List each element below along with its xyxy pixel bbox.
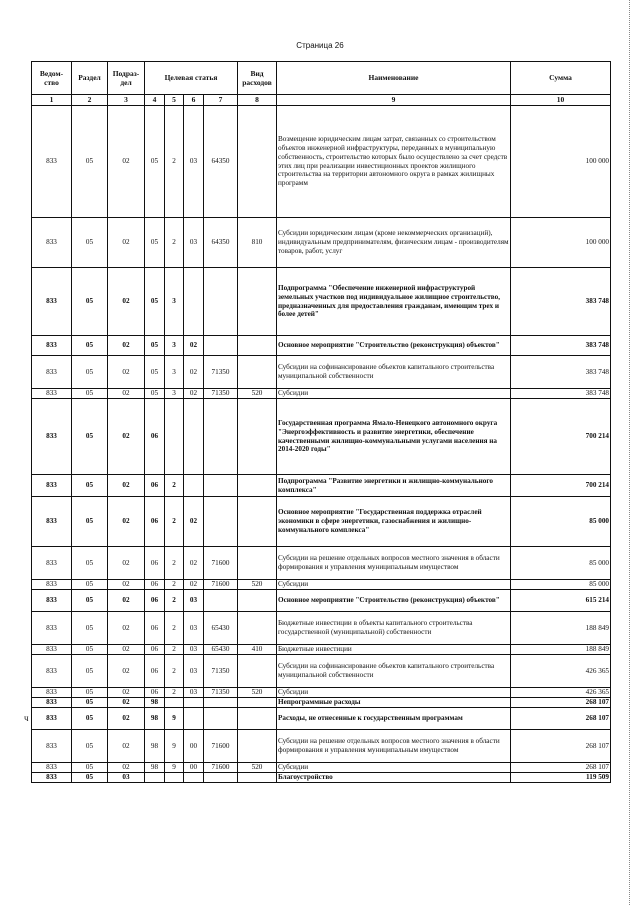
subprogram-cell: 9 [165,708,184,730]
subprogram-cell: 3 [165,389,184,399]
razdel-cell: 05 [72,336,108,356]
table-row [32,730,611,763]
direction-cell [204,336,238,356]
direction-cell [204,590,238,612]
header-razdel: Раздел [72,62,108,95]
direction-cell: 71600 [204,730,238,763]
vid-cell [238,612,277,645]
podrazdel-cell: 02 [108,580,145,590]
subprogram-cell: 2 [165,590,184,612]
sum-cell: 85 000 [511,497,611,547]
vid-cell [238,730,277,763]
razdel-cell: 05 [72,106,108,218]
sum-cell: 426 365 [511,688,611,698]
program-cell: 05 [145,106,165,218]
event-cell: 03 [184,645,204,655]
direction-cell: 71600 [204,547,238,580]
vid-cell [238,268,277,336]
header-summa: Сумма [511,62,611,95]
sum-cell: 426 365 [511,655,611,688]
razdel-cell: 05 [72,708,108,730]
table-row [32,399,611,475]
sum-cell: 188 849 [511,612,611,645]
name-cell: Субсидии юридическим лицам (кроме некоммерческих организаций), индивидуальным предпринимателям, физическим лицам - производителям товаров, работ, услуг [277,218,511,268]
table-row [32,590,611,612]
header-naimenovanie: Наименование [277,62,511,95]
event-cell: 03 [184,218,204,268]
event-cell: 02 [184,580,204,590]
event-cell [184,698,204,708]
sum-cell: 383 748 [511,268,611,336]
podrazdel-cell: 02 [108,688,145,698]
subprogram-cell: 2 [165,106,184,218]
podrazdel-cell: 02 [108,475,145,497]
vid-cell [238,590,277,612]
sum-cell: 268 107 [511,698,611,708]
table-body [32,106,611,783]
subprogram-cell: 2 [165,475,184,497]
vedomstvo-cell: 833 [32,336,72,356]
vedomstvo-cell: 833 [32,497,72,547]
program-cell: 06 [145,497,165,547]
direction-cell [204,708,238,730]
direction-cell [204,497,238,547]
vid-cell [238,497,277,547]
subprogram-cell: 2 [165,645,184,655]
table-row [32,475,611,497]
sum-cell: 268 107 [511,708,611,730]
name-cell: Подпрограмма "Обеспечение инженерной инфраструктурой земельных участков под индивидуальное жилищное строительство, предназначенных для предоставления гражданам, имеющим трех и более детей" [277,268,511,336]
sum-cell: 383 748 [511,389,611,399]
vedomstvo-cell: 833 [32,106,72,218]
vedomstvo-cell: 833 [32,580,72,590]
podrazdel-cell: 02 [108,268,145,336]
subprogram-cell: 2 [165,688,184,698]
program-cell: 06 [145,547,165,580]
vedomstvo-cell: 833 [32,612,72,645]
sum-cell: 383 748 [511,336,611,356]
program-cell: 06 [145,655,165,688]
razdel-cell: 05 [72,399,108,475]
name-cell: Субсидии [277,389,511,399]
direction-cell [204,698,238,708]
vedomstvo-cell: 833 [32,218,72,268]
column-number: 5 [165,95,184,106]
vedomstvo-cell: 833 [32,708,72,730]
table-row [32,773,611,783]
name-cell: Основное мероприятие "Строительство (реконструкция) объектов" [277,590,511,612]
header-vedomstvo: Ведом-ство [32,62,72,95]
podrazdel-cell: 02 [108,497,145,547]
sum-cell: 85 000 [511,580,611,590]
header-celevaya-statya: Целевая статья [145,62,238,95]
name-cell: Благоустройство [277,773,511,783]
podrazdel-cell: 02 [108,763,145,773]
vedomstvo-cell: 833 [32,389,72,399]
event-cell: 03 [184,106,204,218]
name-cell: Бюджетные инвестиции [277,645,511,655]
podrazdel-cell: 02 [108,336,145,356]
razdel-cell: 05 [72,763,108,773]
sum-cell: 188 849 [511,645,611,655]
program-cell: 98 [145,698,165,708]
vid-cell [238,655,277,688]
scan-mark: ч [24,713,29,723]
name-cell: Основное мероприятие "Государственная поддержка отраслей экономики в сфере энергетики, газоснабжения и жилищно-коммунального комплекса" [277,497,511,547]
podrazdel-cell: 02 [108,698,145,708]
direction-cell: 71350 [204,688,238,698]
sum-cell: 383 748 [511,356,611,389]
subprogram-cell: 2 [165,655,184,688]
name-cell: Возмещение юридическим лицам затрат, связанных со строительством объектов инженерной инфраструктуры, переданных в муниципальную собственность, строительство которых было осуществлено за счет средств этих лиц при реализации инвестиционных проектов жилищного строительства на территории автономного округа в рамках жилищных программ [277,106,511,218]
table-row [32,645,611,655]
event-cell: 02 [184,547,204,580]
table-row [32,547,611,580]
table-row [32,688,611,698]
subprogram-cell: 3 [165,268,184,336]
podrazdel-cell: 02 [108,356,145,389]
subprogram-cell: 9 [165,763,184,773]
vid-cell [238,106,277,218]
subprogram-cell: 2 [165,218,184,268]
table-row [32,356,611,389]
vedomstvo-cell: 833 [32,547,72,580]
podrazdel-cell: 02 [108,708,145,730]
name-cell: Субсидии [277,688,511,698]
column-number: 9 [277,95,511,106]
podrazdel-cell: 02 [108,730,145,763]
column-number: 8 [238,95,277,106]
podrazdel-cell: 02 [108,612,145,645]
vedomstvo-cell: 833 [32,399,72,475]
subprogram-cell [165,399,184,475]
event-cell: 03 [184,688,204,698]
event-cell: 03 [184,655,204,688]
subprogram-cell: 3 [165,356,184,389]
program-cell: 05 [145,356,165,389]
vedomstvo-cell: 833 [32,590,72,612]
subprogram-cell: 2 [165,547,184,580]
program-cell [145,773,165,783]
vid-cell: 520 [238,580,277,590]
program-cell: 05 [145,268,165,336]
podrazdel-cell: 02 [108,590,145,612]
program-cell: 98 [145,730,165,763]
scan-edge-line [629,0,632,905]
column-number: 10 [511,95,611,106]
column-number: 1 [32,95,72,106]
program-cell: 06 [145,399,165,475]
direction-cell: 65430 [204,612,238,645]
direction-cell [204,773,238,783]
razdel-cell: 05 [72,218,108,268]
direction-cell: 71350 [204,655,238,688]
subprogram-cell [165,773,184,783]
table-row [32,218,611,268]
event-cell [184,773,204,783]
name-cell: Государственная программа Ямало-Ненецкого автономного округа "Энергоэффективность и развитие энергетики, обеспечение качественными жилищно-коммунальными услугами населения на 2014-2020 годы" [277,399,511,475]
subprogram-cell: 3 [165,336,184,356]
sum-cell: 100 000 [511,218,611,268]
name-cell: Субсидии [277,580,511,590]
subprogram-cell: 2 [165,612,184,645]
name-cell: Подпрограмма "Развитие энергетики и жилищно-коммунального комплекса" [277,475,511,497]
razdel-cell: 05 [72,475,108,497]
vid-cell [238,547,277,580]
table-row [32,698,611,708]
table-row [32,580,611,590]
table-row [32,106,611,218]
program-cell: 06 [145,475,165,497]
direction-cell: 65430 [204,645,238,655]
vedomstvo-cell: 833 [32,645,72,655]
vedomstvo-cell: 833 [32,730,72,763]
razdel-cell: 05 [72,645,108,655]
razdel-cell: 05 [72,580,108,590]
podrazdel-cell: 02 [108,389,145,399]
razdel-cell: 05 [72,773,108,783]
vid-cell [238,399,277,475]
direction-cell: 71350 [204,356,238,389]
header-podrazdel: Подраз-дел [108,62,145,95]
program-cell: 06 [145,688,165,698]
name-cell: Бюджетные инвестиции в объекты капитального строительства государственной (муниципальной) собственности [277,612,511,645]
event-cell [184,475,204,497]
sum-cell: 615 214 [511,590,611,612]
subprogram-cell: 2 [165,497,184,547]
name-cell: Основное мероприятие "Строительство (реконструкция) объектов" [277,336,511,356]
event-cell: 02 [184,336,204,356]
program-cell: 05 [145,336,165,356]
razdel-cell: 05 [72,612,108,645]
column-number: 4 [145,95,165,106]
header-row [32,62,611,95]
column-number-row [32,95,611,106]
direction-cell [204,268,238,336]
direction-cell: 71600 [204,580,238,590]
vid-cell [238,698,277,708]
program-cell: 05 [145,389,165,399]
vid-cell: 810 [238,218,277,268]
vedomstvo-cell: 833 [32,475,72,497]
sum-cell: 119 509 [511,773,611,783]
column-number: 3 [108,95,145,106]
vedomstvo-cell: 833 [32,698,72,708]
vedomstvo-cell: 833 [32,356,72,389]
program-cell: 06 [145,590,165,612]
name-cell: Субсидии на софинансирование объектов капитального строительства муниципальной собственности [277,356,511,389]
vid-cell [238,356,277,389]
vid-cell [238,475,277,497]
podrazdel-cell: 02 [108,645,145,655]
program-cell: 98 [145,708,165,730]
sum-cell: 100 000 [511,106,611,218]
name-cell: Расходы, не отнесенные к государственным программам [277,708,511,730]
razdel-cell: 05 [72,698,108,708]
table-row [32,336,611,356]
vedomstvo-cell: 833 [32,655,72,688]
event-cell: 03 [184,590,204,612]
vedomstvo-cell: 833 [32,773,72,783]
event-cell: 02 [184,389,204,399]
sum-cell: 85 000 [511,547,611,580]
sum-cell: 268 107 [511,730,611,763]
column-number: 6 [184,95,204,106]
podrazdel-cell: 02 [108,547,145,580]
sum-cell: 700 214 [511,399,611,475]
event-cell [184,708,204,730]
razdel-cell: 05 [72,688,108,698]
vedomstvo-cell: 833 [32,763,72,773]
direction-cell [204,399,238,475]
direction-cell: 64350 [204,218,238,268]
direction-cell: 71350 [204,389,238,399]
table-row [32,763,611,773]
name-cell: Субсидии на софинансирование объектов капитального строительства муниципальной собственности [277,655,511,688]
name-cell: Непрограммные расходы [277,698,511,708]
subprogram-cell: 2 [165,580,184,590]
vid-cell: 520 [238,389,277,399]
razdel-cell: 05 [72,389,108,399]
header-vid-raskhodov: Вид расходов [238,62,277,95]
program-cell: 98 [145,763,165,773]
table-row [32,612,611,645]
vedomstvo-cell: 833 [32,268,72,336]
table-row [32,497,611,547]
budget-table [31,61,611,783]
razdel-cell: 05 [72,268,108,336]
program-cell: 06 [145,580,165,590]
subprogram-cell [165,698,184,708]
podrazdel-cell: 02 [108,655,145,688]
podrazdel-cell: 02 [108,399,145,475]
vid-cell: 520 [238,763,277,773]
event-cell: 00 [184,763,204,773]
event-cell [184,399,204,475]
event-cell: 02 [184,497,204,547]
podrazdel-cell: 02 [108,106,145,218]
vid-cell [238,773,277,783]
event-cell: 03 [184,612,204,645]
vid-cell [238,708,277,730]
name-cell: Субсидии на решение отдельных вопросов местного значения в области формирования и управления муниципальным имуществом [277,547,511,580]
table-row [32,268,611,336]
direction-cell [204,475,238,497]
podrazdel-cell: 02 [108,218,145,268]
event-cell: 00 [184,730,204,763]
program-cell: 06 [145,612,165,645]
vedomstvo-cell: 833 [32,688,72,698]
table-row [32,708,611,730]
name-cell: Субсидии на решение отдельных вопросов местного значения в области формирования и управления муниципальным имуществом [277,730,511,763]
razdel-cell: 05 [72,356,108,389]
event-cell: 02 [184,356,204,389]
razdel-cell: 05 [72,730,108,763]
vid-cell: 410 [238,645,277,655]
column-number: 2 [72,95,108,106]
page-number: Страница 26 [296,41,344,50]
program-cell: 06 [145,645,165,655]
razdel-cell: 05 [72,497,108,547]
subprogram-cell: 9 [165,730,184,763]
razdel-cell: 05 [72,547,108,580]
name-cell: Субсидии [277,763,511,773]
event-cell [184,268,204,336]
razdel-cell: 05 [72,655,108,688]
column-number: 7 [204,95,238,106]
program-cell: 05 [145,218,165,268]
razdel-cell: 05 [72,590,108,612]
vid-cell: 520 [238,688,277,698]
direction-cell: 71600 [204,763,238,773]
sum-cell: 700 214 [511,475,611,497]
vid-cell [238,336,277,356]
sum-cell: 268 107 [511,763,611,773]
table-row [32,389,611,399]
direction-cell: 64350 [204,106,238,218]
table-row [32,655,611,688]
podrazdel-cell: 03 [108,773,145,783]
